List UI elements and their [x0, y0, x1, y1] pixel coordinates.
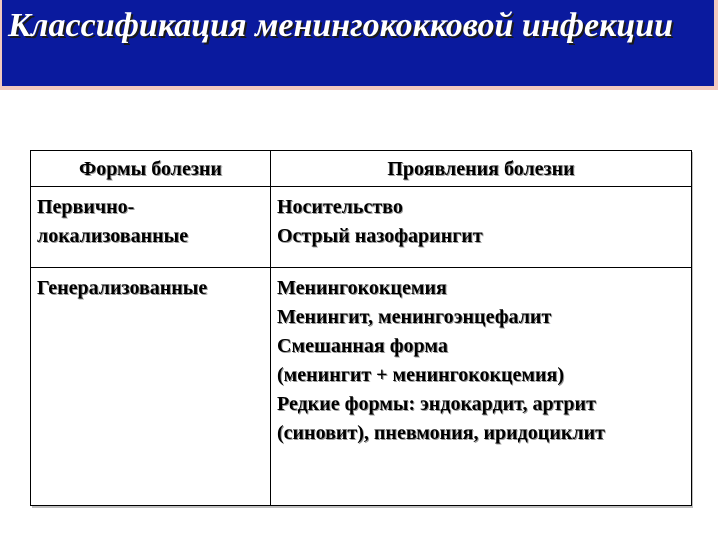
classification-table — [30, 150, 692, 506]
slide-title: Классификация менингококковой инфекции — [8, 7, 674, 44]
classification-table-wrapper — [30, 150, 691, 506]
table-row — [31, 268, 692, 506]
cell-line: Первично- — [37, 196, 135, 218]
title-bar — [0, 0, 718, 90]
header-manifestations: Проявления болезни — [271, 151, 692, 187]
cell-line: Генерализованные — [37, 277, 208, 299]
table-row — [31, 187, 692, 268]
cell-form — [31, 187, 271, 268]
cell-line: (менингит + менингококцемия) — [277, 364, 565, 386]
cell-manifestations — [271, 268, 692, 506]
cell-manifestations — [271, 187, 692, 268]
header-forms: Формы болезни — [31, 151, 271, 187]
cell-line: Менингококцемия — [277, 277, 447, 299]
cell-line: Смешанная форма — [277, 335, 448, 357]
cell-line: локализованные — [37, 225, 189, 247]
cell-line: Менингит, менингоэнцефалит — [277, 306, 552, 328]
table-header-row — [31, 151, 692, 187]
cell-line: Редкие формы: эндокардит, артрит — [277, 393, 596, 415]
cell-line: (синовит), пневмония, иридоциклит — [277, 422, 605, 444]
cell-line: Носительство — [277, 196, 403, 218]
cell-form — [31, 268, 271, 506]
cell-line: Острый назофарингит — [277, 225, 483, 247]
